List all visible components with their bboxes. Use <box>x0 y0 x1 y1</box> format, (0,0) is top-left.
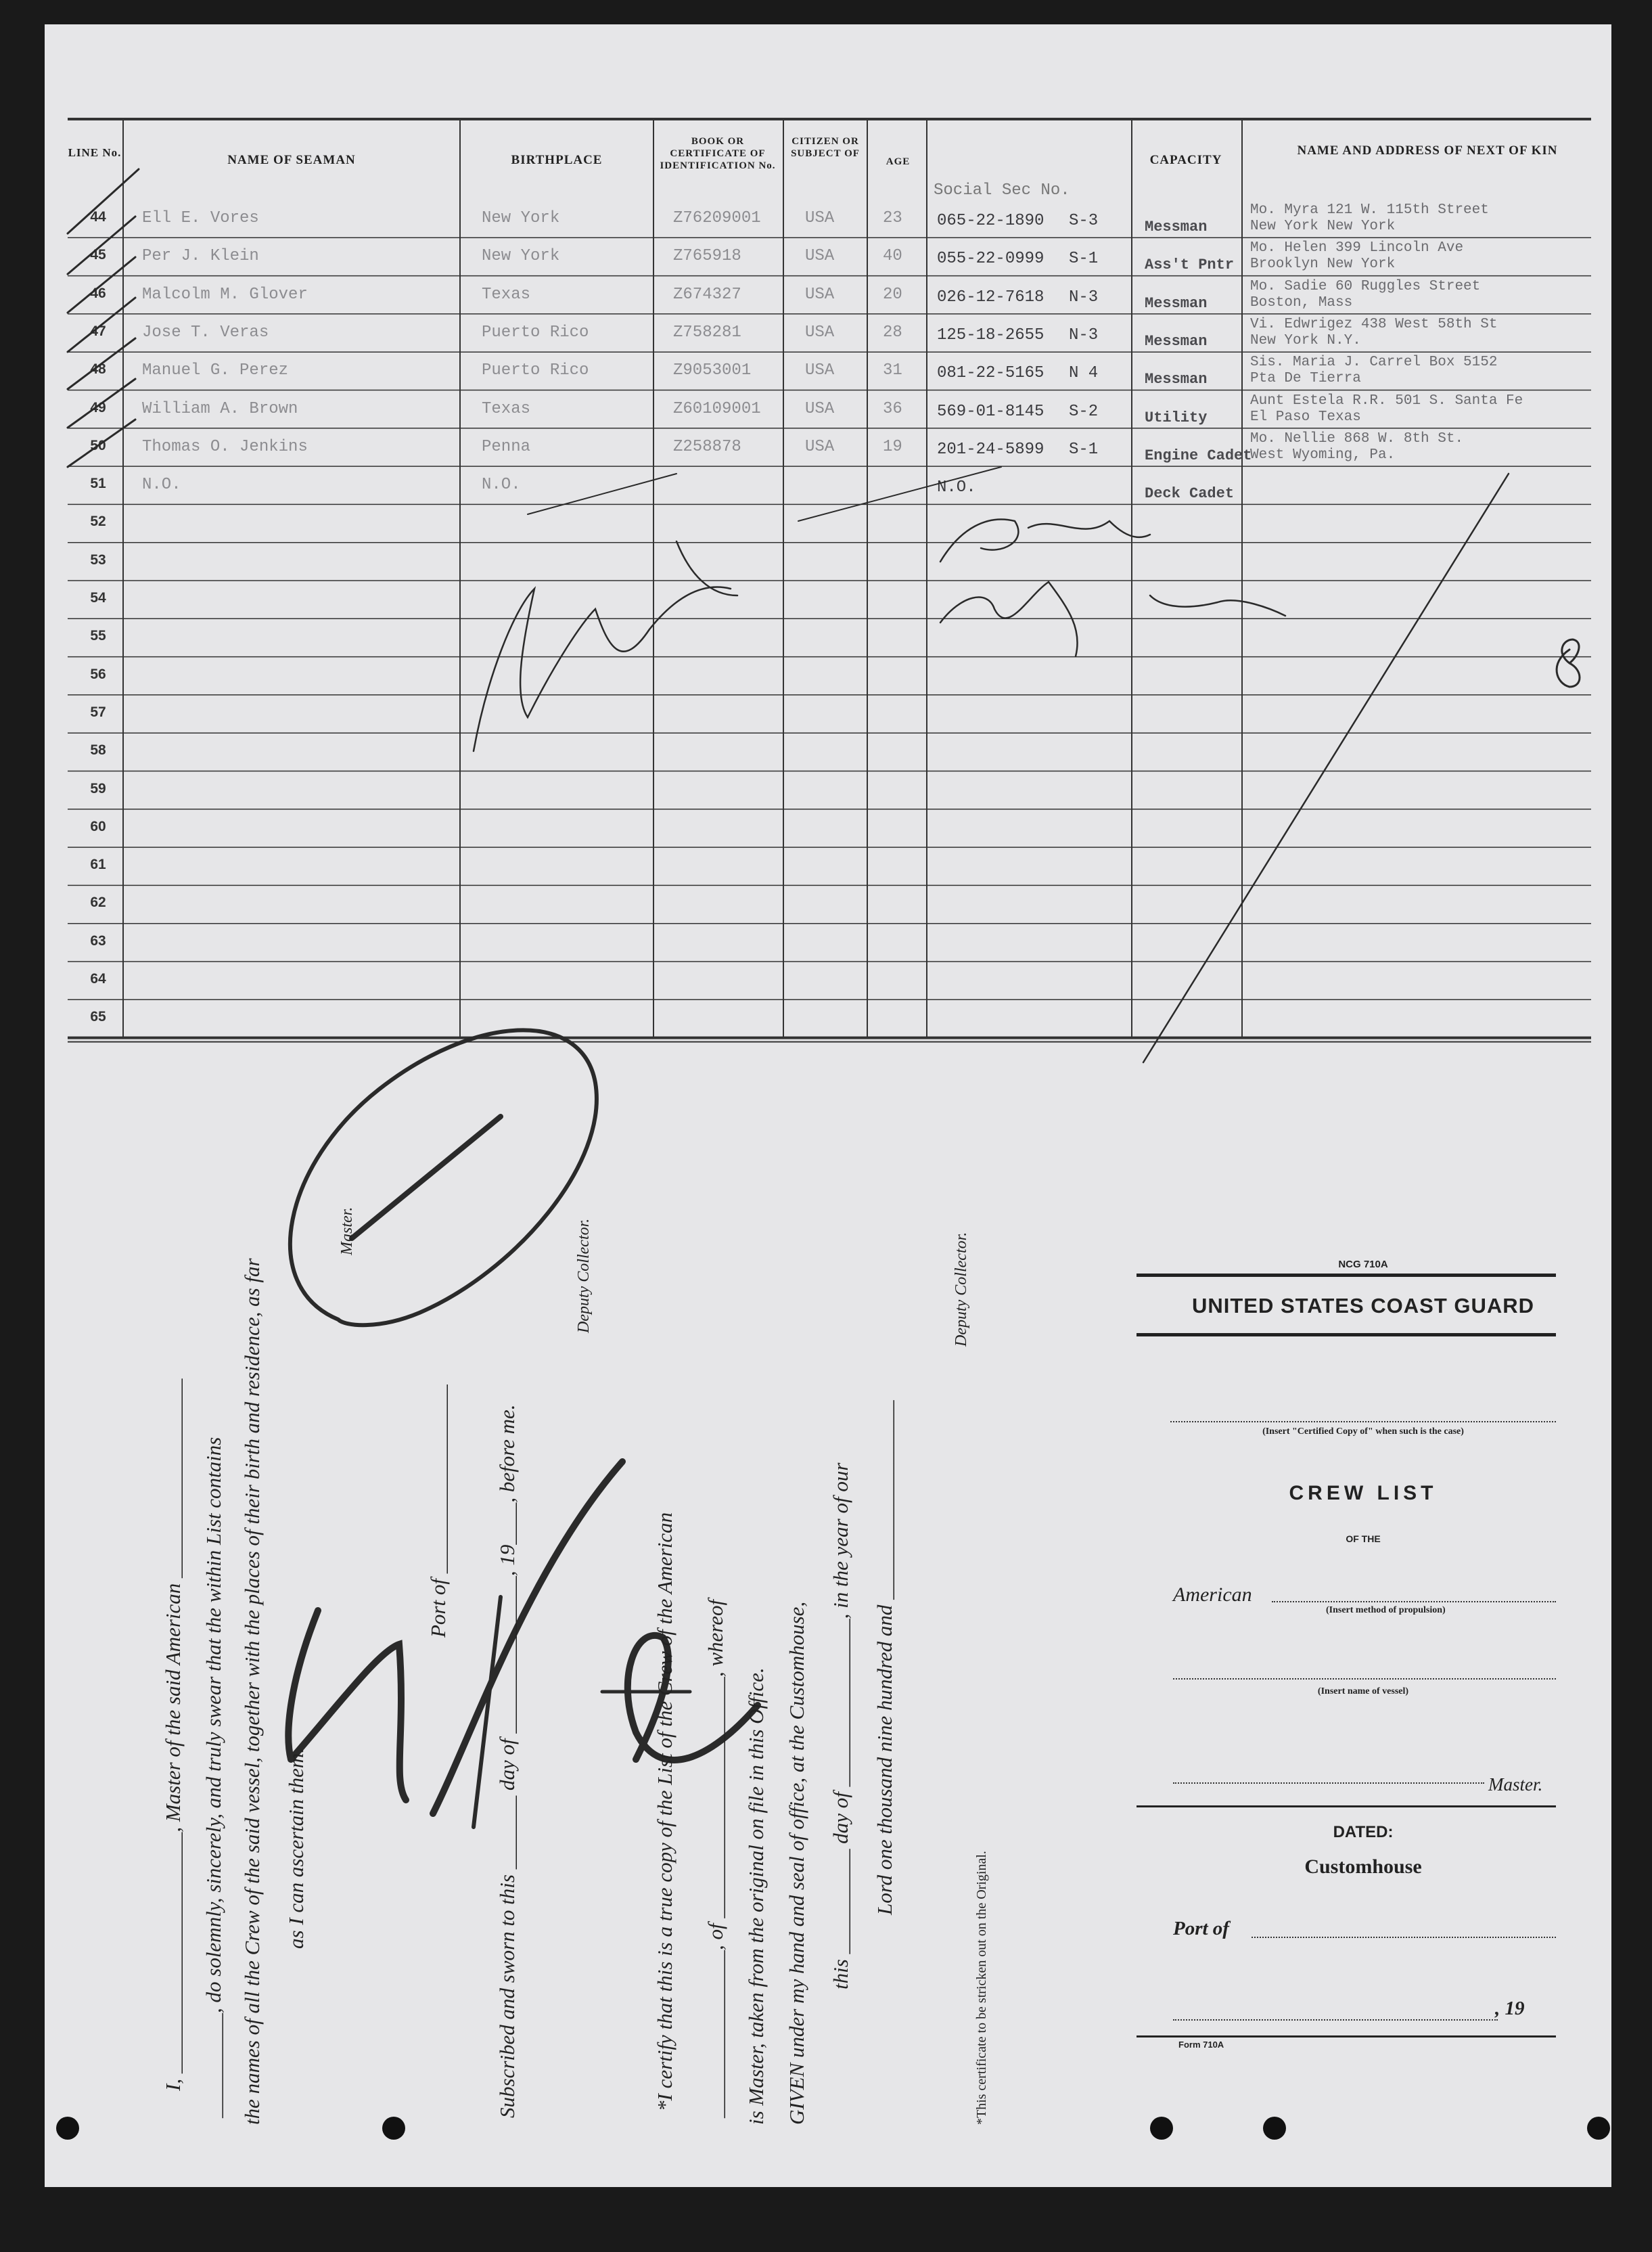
certificate-no: Z258878 <box>673 437 741 456</box>
social-sec-no: 569-01-8145 <box>937 402 1045 421</box>
line-number: 62 <box>90 895 106 911</box>
citizen: USA <box>805 399 835 418</box>
line-number: 65 <box>90 1009 106 1025</box>
signature-scrawl <box>474 541 737 751</box>
line-number: 57 <box>90 704 106 720</box>
master-dotline <box>1173 1782 1484 1784</box>
kin-line-1: Mo. Nellie 868 W. 8th St. <box>1250 430 1464 447</box>
age: 28 <box>883 323 902 342</box>
port-of-label: Port of <box>1173 1918 1229 1939</box>
age: 36 <box>883 399 902 418</box>
line-number: 56 <box>90 666 106 682</box>
punch-hole <box>56 2117 79 2140</box>
line-number: 48 <box>90 361 106 378</box>
line-number: 60 <box>90 818 106 834</box>
social-sec-no: 026-12-7618 <box>937 288 1045 307</box>
line-number: 54 <box>90 590 106 606</box>
capacity: Utility <box>1145 409 1208 426</box>
header-citizen: CITIZEN OR SUBJECT OF <box>791 136 860 159</box>
rule-top <box>1137 1274 1556 1277</box>
form-code: NCG 710A <box>1338 1259 1388 1270</box>
crew-list-title: CREW LIST <box>1289 1482 1438 1504</box>
na-stroke <box>798 467 1001 521</box>
diagonal-cancel-line <box>1143 474 1509 1062</box>
capacity: Messman <box>1145 371 1208 388</box>
american-dotline <box>1272 1601 1556 1602</box>
age: 40 <box>883 247 902 266</box>
grade: S-1 <box>1069 440 1099 459</box>
birthplace: N.O. <box>482 476 521 495</box>
subscribed-line: Subscribed and sworn to this _______ day of _______________, 19____, before me. <box>495 1404 519 2118</box>
american-label: American <box>1173 1583 1252 1606</box>
birthplace: Texas <box>482 399 531 418</box>
line-number: 49 <box>90 399 106 415</box>
vessel-dotline <box>1173 1678 1556 1680</box>
punch-hole <box>382 2117 405 2140</box>
header-book-certificate: BOOK OR CERTIFICATE OF IDENTIFICATION No. <box>660 136 776 171</box>
capacity: Messman <box>1145 294 1208 312</box>
oath-line-3: the names of all the Crew of the said vessel, together with the places of their birth and residence, as far <box>240 1258 264 2125</box>
line-number: 64 <box>90 971 106 987</box>
line-number: 45 <box>90 247 106 263</box>
social-sec-no: 201-24-5899 <box>937 440 1045 459</box>
certificate-footnote: *This certificate to be stricken out on the Original. <box>974 1851 989 2125</box>
kin-line-1: Aunt Estela R.R. 501 S. Santa Fe <box>1250 392 1523 409</box>
social-sec-no: 055-22-0999 <box>937 250 1045 269</box>
kin-line-2: West Wyoming, Pa. <box>1250 447 1396 463</box>
rule-form <box>1137 2035 1556 2037</box>
line-number: 53 <box>90 551 106 568</box>
line-number: 47 <box>90 323 106 339</box>
pencil-circle <box>290 1030 597 1325</box>
pencil-scrawl <box>288 1462 622 1814</box>
kin-line-2: Brooklyn New York <box>1250 256 1396 273</box>
seaman-name: Manuel G. Perez <box>142 361 289 380</box>
insert-certified-note: (Insert "Certified Copy of" when such is the case) <box>1262 1426 1464 1437</box>
line-number: 46 <box>90 285 106 301</box>
seaman-name: Ell E. Vores <box>142 209 259 227</box>
header-birthplace: BIRTHPLACE <box>511 153 603 167</box>
kin-line-1: Mo. Myra 121 W. 115th Street <box>1250 202 1489 218</box>
dated-label: DATED: <box>1333 1823 1394 1841</box>
certify-line-6: Lord one thousand nine hundred and ___________________ <box>873 1400 896 1915</box>
certify-line-3: is Master, taken from the original on file in this Office. <box>744 1667 768 2125</box>
certificate-no: Z765918 <box>673 247 741 266</box>
grade: N-3 <box>1069 325 1099 344</box>
kin-line-2: El Paso Texas <box>1250 409 1361 425</box>
kin-line-2: New York New York <box>1250 219 1396 234</box>
header-next-of-kin: NAME AND ADDRESS OF NEXT OF KIN <box>1297 143 1558 158</box>
strike-tick <box>68 420 135 467</box>
line-number: 44 <box>90 209 106 225</box>
signature-scrawl <box>940 582 1285 656</box>
seaman-name: Per J. Klein <box>142 247 259 266</box>
citizen: USA <box>805 285 835 304</box>
rule-dated <box>1137 1805 1556 1807</box>
seaman-name: Malcolm M. Glover <box>142 285 308 304</box>
header-capacity: CAPACITY <box>1149 153 1222 167</box>
capacity: Messman <box>1145 219 1208 235</box>
certificate-no: Z76209001 <box>673 209 761 227</box>
punch-hole <box>1150 2117 1173 2140</box>
social-sec-note: Social Sec No. <box>934 181 1070 200</box>
signature-scrawl <box>940 520 1150 562</box>
social-sec-no: 125-18-2655 <box>937 325 1045 344</box>
birthplace: Puerto Rico <box>482 323 589 342</box>
port-dotline <box>1252 1937 1556 1938</box>
oath-line-2: __________, do solemnly, sincerely, and truly swear that the within List contains <box>202 1437 225 2118</box>
kin-line-1: Vi. Edwrigez 438 West 58th St <box>1250 316 1498 332</box>
header-age: AGE <box>886 156 911 167</box>
kin-line-2: Boston, Mass <box>1250 294 1353 311</box>
oath-master: Master. <box>338 1207 356 1255</box>
age: 19 <box>883 437 902 456</box>
grade: N-3 <box>1069 288 1099 307</box>
kin-line-1: Mo. Sadie 60 Ruggles Street <box>1250 278 1481 294</box>
port-of-line: Port of __________________ <box>426 1384 450 1638</box>
pencil-scrawl <box>628 1636 758 1760</box>
citizen: USA <box>805 323 835 342</box>
punch-hole <box>1263 2117 1286 2140</box>
master-label: Master. <box>1488 1774 1543 1795</box>
social-sec-no: 081-22-5165 <box>937 364 1045 383</box>
line-number: 51 <box>90 476 106 492</box>
grade: S-3 <box>1069 212 1099 230</box>
certify-line-1: *I certify that this is a true copy of the List of the Crew of the American <box>653 1512 676 2111</box>
line-number: 52 <box>90 514 106 530</box>
social-sec-no: 065-22-1890 <box>937 212 1045 230</box>
header-name-of-seaman: NAME OF SEAMAN <box>227 153 356 167</box>
age: 23 <box>883 209 902 227</box>
certificate-no: Z9053001 <box>673 361 752 380</box>
capacity: Messman <box>1145 332 1208 350</box>
kin-line-2: New York N.Y. <box>1250 332 1361 348</box>
insert-vessel-note: (Insert name of vessel) <box>1317 1686 1409 1696</box>
birthplace: Texas <box>482 285 531 304</box>
line-number: 58 <box>90 742 106 759</box>
grade: S-2 <box>1069 402 1099 421</box>
certify-line-2: ________________, of _______________________, whereof <box>704 1599 727 2118</box>
citizen: USA <box>805 209 835 227</box>
citizen: USA <box>805 361 835 380</box>
kin-line-1: Mo. Helen 399 Lincoln Ave <box>1250 240 1464 256</box>
line-number: 55 <box>90 628 106 644</box>
certificate-no: Z60109001 <box>673 399 761 418</box>
certificate-no: Z758281 <box>673 323 741 342</box>
grade: N 4 <box>1069 364 1099 383</box>
capacity: Engine Cadet <box>1145 447 1252 464</box>
oath-line-1: I, _______________________, Master of the said American ___________________ <box>161 1378 185 2091</box>
na-stroke <box>528 474 676 514</box>
form-number: Form 710A <box>1178 2040 1224 2050</box>
customhouse-label: Customhouse <box>1304 1855 1422 1878</box>
line-number: 50 <box>90 437 106 453</box>
strike-tick <box>68 298 135 352</box>
handwritten-8 <box>1557 639 1580 687</box>
line-number: 59 <box>90 780 106 796</box>
seaman-name: Thomas O. Jenkins <box>142 437 308 456</box>
header-line-no: LINE No. <box>68 146 122 159</box>
grade: S-1 <box>1069 250 1099 269</box>
certified-dotline <box>1170 1421 1556 1422</box>
capacity: Ass't Pntr <box>1145 256 1235 274</box>
certify-line-5: this __________ day of ________________, in the year of our <box>829 1462 852 1989</box>
citizen: USA <box>805 437 835 456</box>
age: 20 <box>883 285 902 304</box>
line-number: 61 <box>90 857 106 873</box>
agency-title: UNITED STATES COAST GUARD <box>1191 1294 1535 1318</box>
pencil-slash <box>352 1117 501 1238</box>
deputy-collector-2: Deputy Collector. <box>953 1232 970 1347</box>
birthplace: Penna <box>482 437 531 456</box>
oath-line-4: as I can ascertain them. <box>284 1747 308 1949</box>
rule-bottom <box>1137 1333 1556 1336</box>
citizen: USA <box>805 247 835 266</box>
social-sec-no: N.O. <box>937 478 976 497</box>
birthplace: New York <box>482 209 560 227</box>
birthplace: Puerto Rico <box>482 361 589 380</box>
date-dotline <box>1173 2019 1498 2021</box>
kin-line-2: Pta De Tierra <box>1250 371 1361 387</box>
kin-line-1: Sis. Maria J. Carrel Box 5152 <box>1250 355 1498 371</box>
birthplace: New York <box>482 247 560 266</box>
year-label: , 19 <box>1495 1998 1525 2019</box>
of-the: OF THE <box>1346 1533 1381 1544</box>
certify-line-4: GIVEN under my hand and seal of office, at the Customhouse, <box>785 1601 808 2125</box>
age: 31 <box>883 361 902 380</box>
punch-hole <box>1587 2117 1610 2140</box>
seaman-name: N.O. <box>142 476 181 495</box>
insert-method-note: (Insert method of propulsion) <box>1326 1605 1446 1615</box>
seaman-name: William A. Brown <box>142 399 298 418</box>
seaman-name: Jose T. Veras <box>142 323 269 342</box>
line-number: 63 <box>90 932 106 949</box>
strike-tick <box>68 338 135 389</box>
strike-tick <box>68 379 135 428</box>
deputy-collector-1: Deputy Collector. <box>575 1218 593 1333</box>
capacity: Deck Cadet <box>1145 485 1235 503</box>
certificate-no: Z674327 <box>673 285 741 304</box>
